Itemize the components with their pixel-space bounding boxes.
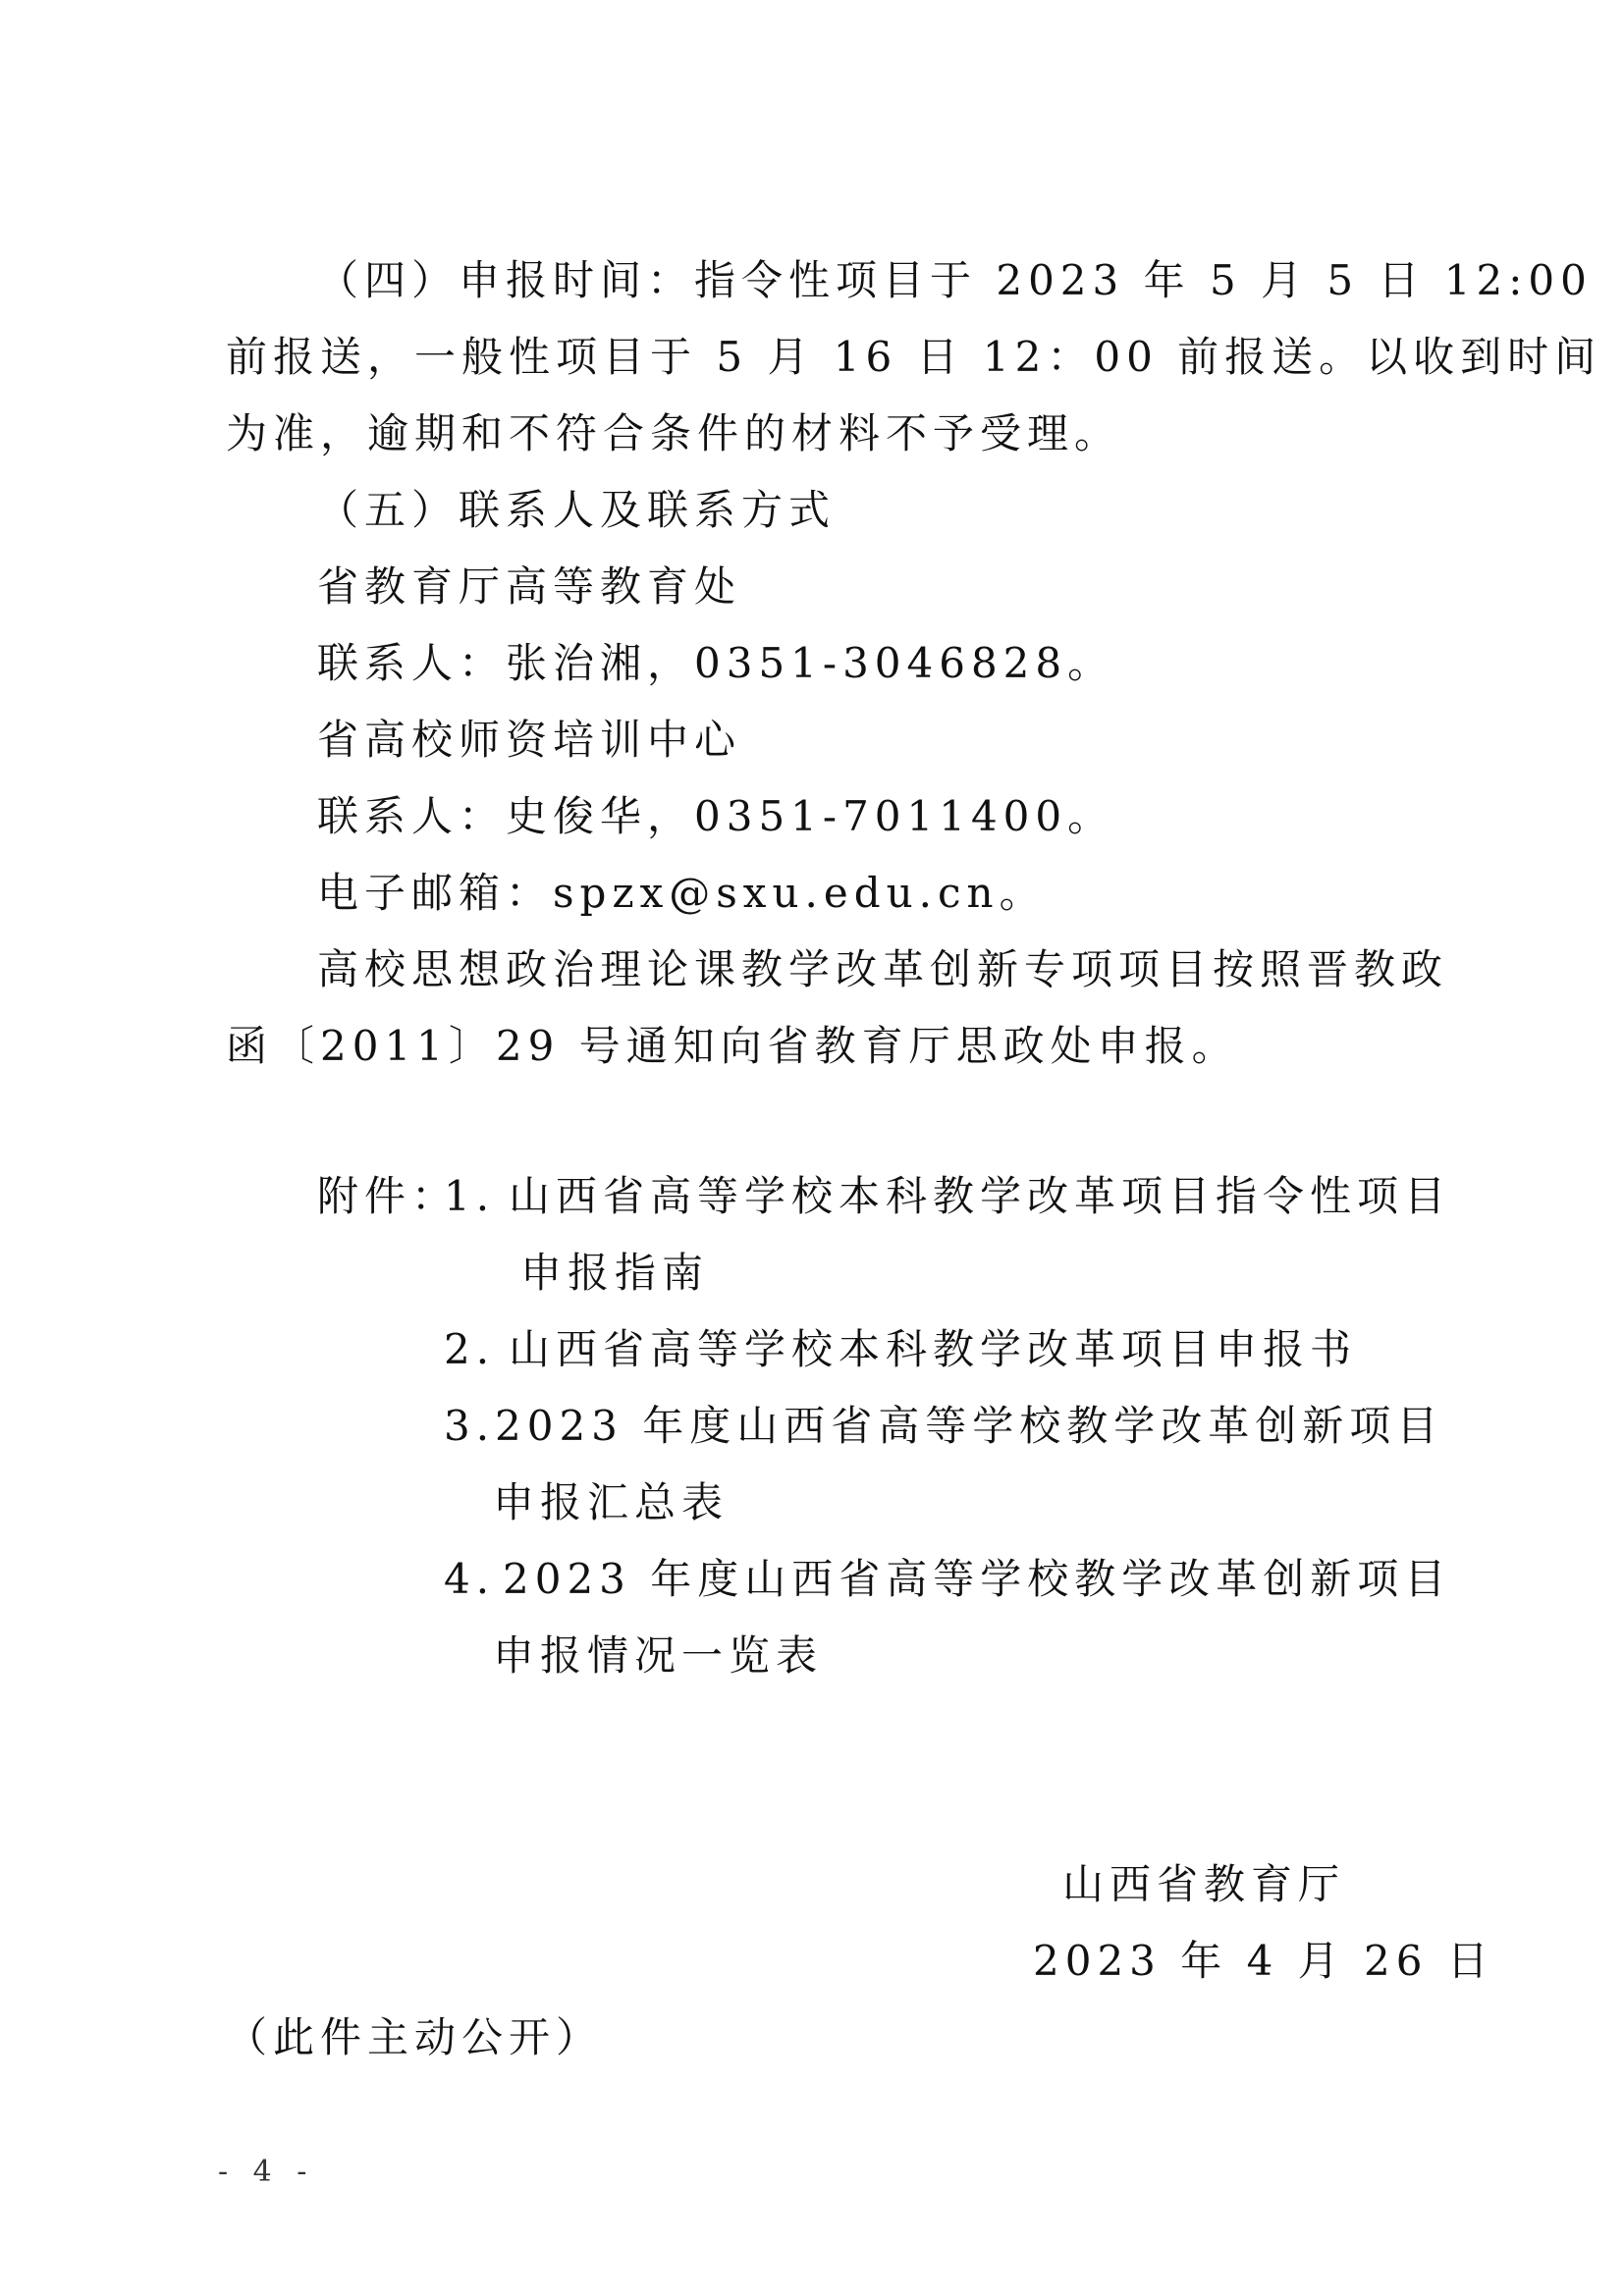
attachment-1-number: 1.	[444, 1172, 496, 1220]
contact-person-2: 联系人：史俊华，0351-7011400。	[317, 792, 1115, 840]
attachment-1-title-line-2: 申报指南	[520, 1249, 710, 1297]
attachment-4-title-line-1: 2023 年度山西省高等学校教学改革创新项目	[503, 1555, 1452, 1603]
attachment-3-title-line-1: 2023 年度山西省高等学校教学改革创新项目	[495, 1402, 1444, 1450]
paragraph-4-line-1: （四）申报时间：指令性项目于 2023 年 5 月 5 日 12:00	[317, 256, 1593, 304]
attachment-1-title-line-1: 山西省高等学校本科教学改革项目指令性项目	[509, 1172, 1452, 1220]
ideology-note-line-2: 函〔2011〕29 号通知向省教育厅思政处申报。	[226, 1022, 1239, 1070]
attachments-label: 附件：	[317, 1172, 460, 1220]
attachment-4-title-line-2: 申报情况一览表	[493, 1631, 824, 1680]
attachment-2-number: 2.	[444, 1325, 496, 1373]
attachment-4-number: 4.	[444, 1555, 496, 1603]
ideology-note-line-1: 高校思想政治理论课教学改革创新专项项目按照晋教政	[317, 945, 1449, 993]
attachment-2-title-line-1: 山西省高等学校本科教学改革项目申报书	[509, 1325, 1358, 1373]
attachment-3-title-line-2: 申报汇总表	[493, 1478, 730, 1526]
contact-email: 电子邮箱：spzx@sxu.edu.cn。	[317, 869, 1047, 917]
paragraph-4-line-2: 前报送，一般性项目于 5 月 16 日 12：00 前报送。以收到时间	[226, 333, 1602, 381]
page-number: - 4 -	[218, 2155, 315, 2189]
attachment-3-number: 3.	[444, 1402, 496, 1450]
issuer-name: 山西省教育厅	[1062, 1860, 1346, 1908]
contact-department-2: 省高校师资培训中心	[317, 716, 742, 764]
contact-person-1: 联系人：张治湘，0351-3046828。	[317, 639, 1115, 687]
paragraph-4-line-3: 为准，逾期和不符合条件的材料不予受理。	[226, 409, 1122, 457]
disclosure-note: （此件主动公开）	[226, 2013, 604, 2061]
issue-date: 2023 年 4 月 26 日	[1033, 1937, 1494, 1985]
paragraph-5-heading: （五）联系人及联系方式	[317, 486, 837, 534]
contact-department-1: 省教育厅高等教育处	[317, 562, 742, 611]
